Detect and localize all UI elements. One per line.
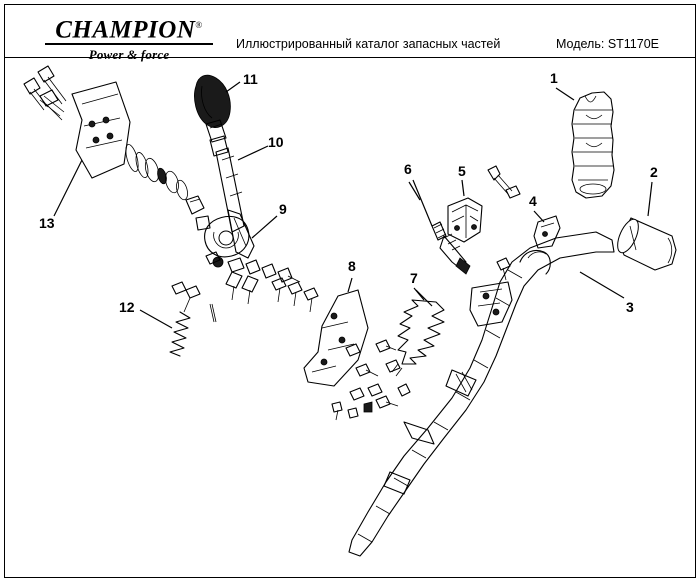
leader-line-10	[238, 146, 268, 160]
leader-line-12	[140, 310, 172, 328]
model-label: Модель: ST1170E	[556, 37, 660, 51]
callout-1: 1	[550, 70, 558, 86]
part-8-mount-plate	[304, 290, 410, 420]
part-1-handle-tube	[572, 92, 614, 198]
part-7-coil-spring	[392, 290, 444, 376]
leader-line-2	[648, 182, 652, 216]
callout-12: 12	[119, 299, 135, 315]
brand-logo-text: CHAMPION	[55, 16, 196, 44]
callout-6: 6	[404, 161, 412, 177]
part-12-spring	[170, 282, 216, 356]
callout-10: 10	[268, 134, 284, 150]
leader-line-7	[414, 288, 424, 300]
callout-13: 13	[39, 215, 55, 231]
leader-line-11	[226, 82, 240, 92]
leader-line-13	[54, 160, 82, 216]
leader-line-3	[580, 272, 624, 298]
part-4-small-plate	[534, 216, 560, 248]
callout-4: 4	[529, 193, 537, 209]
brand-logo-tagline: Power & force	[88, 47, 170, 63]
leader-line-5	[462, 180, 464, 196]
part-9-shift-linkage	[123, 143, 318, 312]
callout-9: 9	[279, 201, 287, 217]
part-13-mount-plate-left	[24, 66, 130, 178]
leader-line-1	[556, 88, 574, 100]
callout-11: 11	[243, 71, 258, 87]
callout-5: 5	[458, 163, 466, 179]
catalog-title: Иллюстрированный каталог запасных частей	[236, 37, 501, 51]
callout-3: 3	[626, 299, 634, 315]
part-3-main-handlebar	[349, 232, 614, 556]
leader-line-9	[252, 216, 277, 238]
leader-line-8	[348, 278, 352, 292]
part-11-shift-knob	[194, 75, 230, 156]
callout-8: 8	[348, 258, 356, 274]
leader-line-4	[534, 211, 544, 222]
registered-trademark-icon: ®	[195, 20, 203, 30]
callout-2: 2	[650, 164, 658, 180]
part-6-spring-rod	[413, 180, 470, 274]
part-2-grip-cap	[613, 216, 676, 270]
callout-7: 7	[410, 270, 418, 286]
